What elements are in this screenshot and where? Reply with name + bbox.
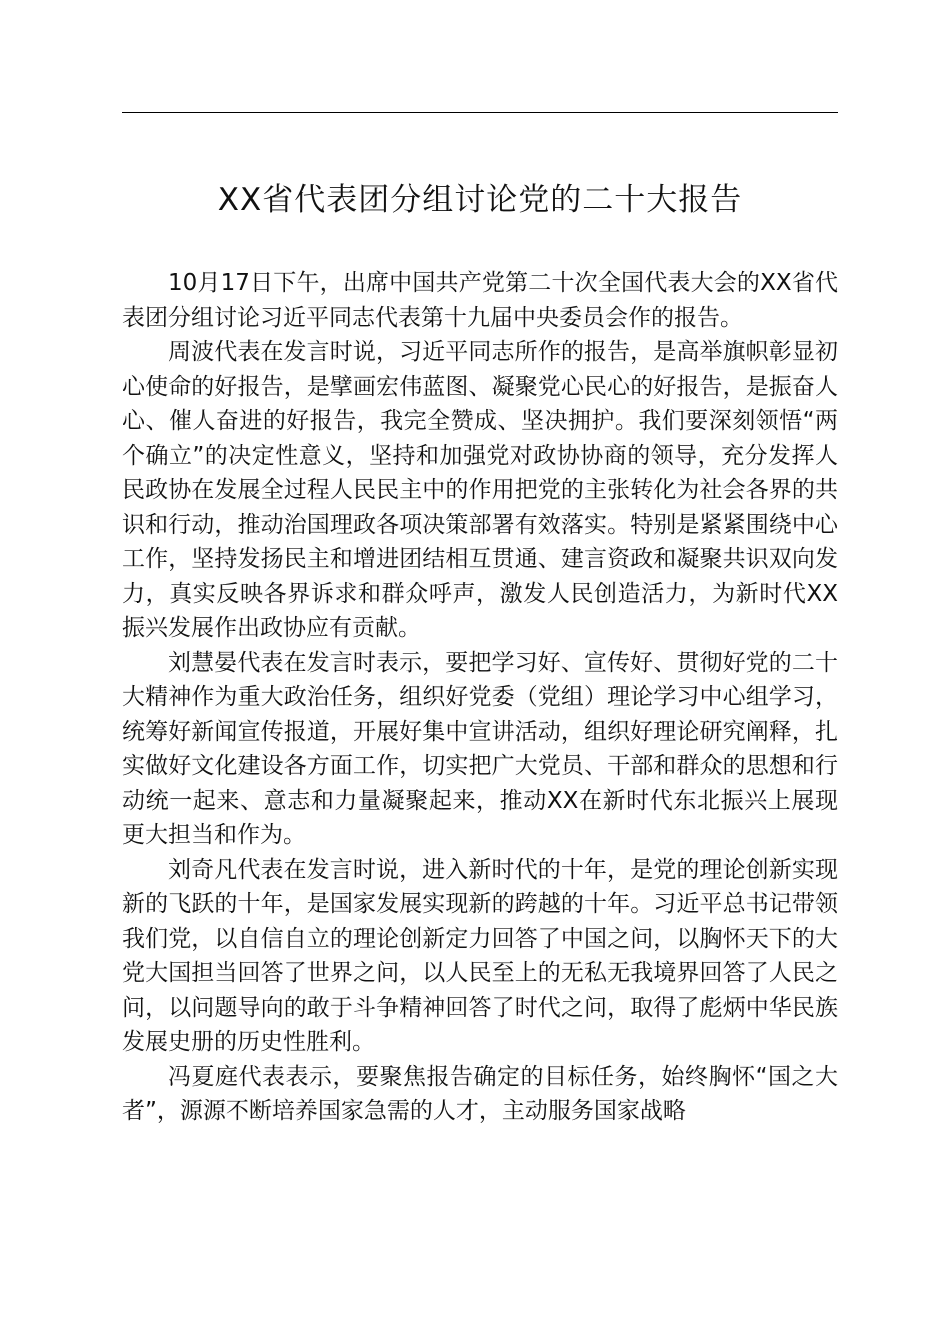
- paragraph-liu-qifan: 刘奇凡代表在发言时说，进入新时代的十年，是党的理论创新实现新的飞跃的十年，是国家发展实现新的跨越的十年。习近平总书记带领我们党，以自信自立的理论创新定力回答了中国之问，以胸怀天下的大党大国担当回答了世界之问，以人民至上的无私无我境界回答了人民之问，以问题导向的敢于斗争精神回答了时代之问，取得了彪炳中华民族发展史册的历史性胜利。: [122, 856, 838, 1055]
- paragraph-liu-huiyan: 刘慧晏代表在发言时表示，要把学习好、宣传好、贯彻好党的二十大精神作为重大政治任务，组织好党委（党组）理论学习中心组学习，统筹好新闻宣传报道，开展好集中宣讲活动，组织好理论研究阐释，扎实做好文化建设各方面工作，切实把广大党员、干部和群众的思想和行动统一起来、意志和力量凝聚起来，推动XX在新时代东北振兴上展现更大担当和作为。: [122, 649, 838, 848]
- document-title: XX省代表团分组讨论党的二十大报告: [217, 182, 743, 218]
- document-body: [122, 266, 838, 1129]
- header-rule: [122, 112, 838, 113]
- paragraph-intro: 10月17日下午，出席中国共产党第二十次全国代表大会的XX省代表团分组讨论习近平同志代表第十九届中央委员会作的报告。: [122, 270, 838, 331]
- paragraph-zhou-bo: 周波代表在发言时说，习近平同志所作的报告，是高举旗帜彰显初心使命的好报告，是擘画宏伟蓝图、凝聚党心民心的好报告，是振奋人心、催人奋进的好报告，我完全赞成、坚决拥护。我们要深刻领悟“两个确立”的决定性意义，坚持和加强党对政协协商的领导，充分发挥人民政协在发展全过程人民民主中的作用把党的主张转化为社会各界的共识和行动，推动治国理政各项决策部署有效落实。特别是紧紧围绕中心工作，坚持发扬民主和增进团结相互贯通、建言资政和凝聚共识双向发力，真实反映各界诉求和群众呼声，激发人民创造活力，为新时代XX振兴发展作出政协应有贡献。: [122, 339, 838, 641]
- paragraph-feng-xiating: 冯夏庭代表表示，要聚焦报告确定的目标任务，始终胸怀“国之大者”，源源不断培养国家急需的人才，主动服务国家战略: [122, 1063, 838, 1124]
